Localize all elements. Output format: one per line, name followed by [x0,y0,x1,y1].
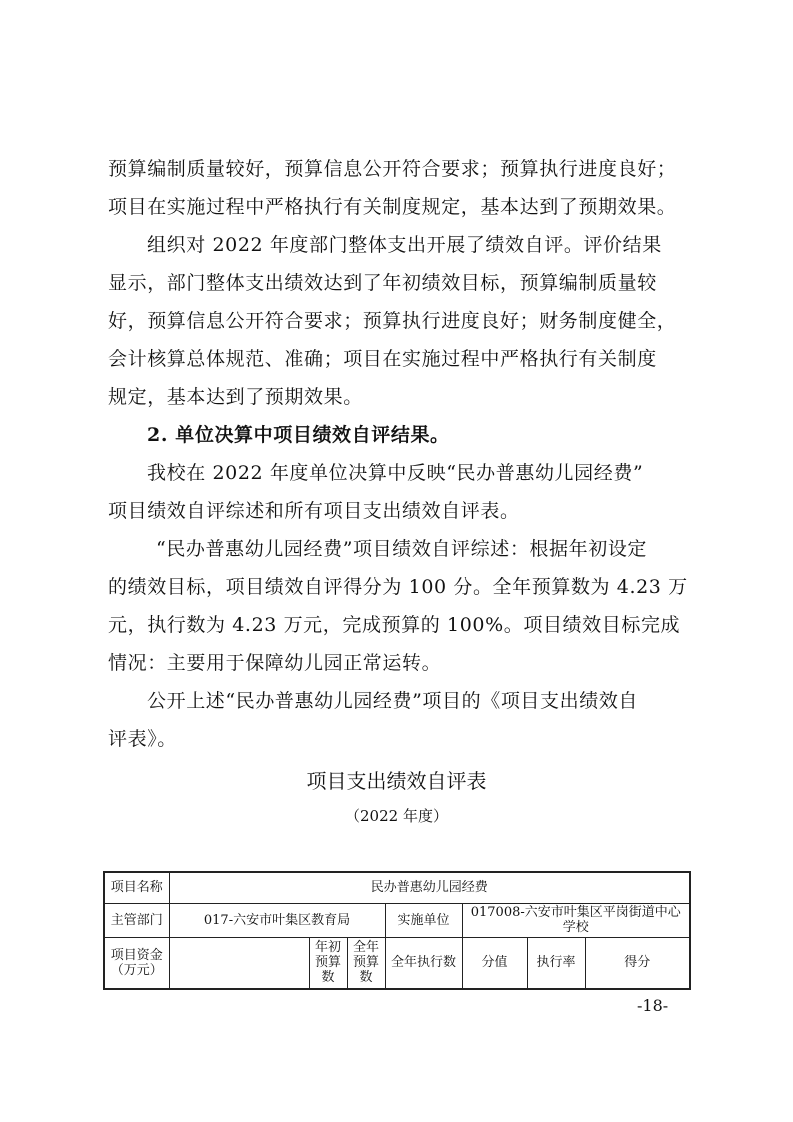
paragraph-line: 规定，基本达到了预期效果。 [108,386,363,408]
table-title: 项目支出绩效自评表 [306,769,487,793]
exec-rate-header: 执行率 [527,937,585,989]
paragraph-line: 项目在实施过程中严格执行有关制度规定，基本达到了预期效果。 [108,196,677,218]
paragraph-line: 情况：主要用于保障幼儿园正常运转。 [108,652,442,674]
annual-budget-start-header: 年初预算数 [309,937,347,989]
table-subtitle: （2022 年度） [345,807,448,825]
paragraph-line: 我校在 2022 年度单位决算中反映“民办普惠幼儿园经费” [147,462,644,484]
paragraph-line: 元，执行数为 4.23 万元，完成预算的 100%。项目绩效目标完成 [108,614,681,636]
paragraph-line: 好，预算信息公开符合要求；预算执行进度良好；财务制度健全， [108,310,677,332]
funds-blank [169,937,309,989]
project-name-label: 项目名称 [104,872,169,903]
paragraph-line: “民办普惠幼儿园经费”项目绩效自评综述：根据年初设定 [156,538,648,560]
paragraph-line: 组织对 2022 年度部门整体支出开展了绩效自评。评价结果 [147,234,662,256]
paragraph-line: 预算编制质量较好，预算信息公开符合要求；预算执行进度良好； [108,158,677,180]
annual-budget-full-header: 全年预算数 [347,937,385,989]
executed-header: 全年执行数 [385,937,462,989]
table-row [104,872,690,903]
page-number: -18- [637,996,669,1015]
paragraph-line: 公开上述“民办普惠幼儿园经费”项目的《项目支出绩效自 [147,690,639,712]
unit-label: 实施单位 [385,903,462,937]
paragraph-line: 的绩效目标，项目绩效自评得分为 100 分。全年预算数为 4.23 万 [108,576,688,598]
paragraph-line: 显示，部门整体支出绩效达到了年初绩效目标，预算编制质量较 [108,272,657,294]
paragraph-line: 项目绩效自评综述和所有项目支出绩效自评表。 [108,500,520,522]
score-header: 得分 [585,937,690,989]
project-name-value: 民办普惠幼儿园经费 [169,872,690,903]
paragraph-line: 会计核算总体规范、准确；项目在实施过程中严格执行有关制度 [108,348,657,370]
paragraph-line: 评表》。 [108,728,177,750]
evaluation-table [103,871,691,990]
table-row [104,937,690,989]
table-row [104,903,690,937]
funds-label: 项目资金（万元） [104,937,169,989]
dept-label: 主管部门 [104,903,169,937]
unit-value: 017008-六安市叶集区平岗街道中心学校 [462,903,690,937]
section-heading: 2. 单位决算中项目绩效自评结果。 [147,424,450,446]
score-value-header: 分值 [462,937,527,989]
dept-value: 017-六安市叶集区教育局 [169,903,385,937]
